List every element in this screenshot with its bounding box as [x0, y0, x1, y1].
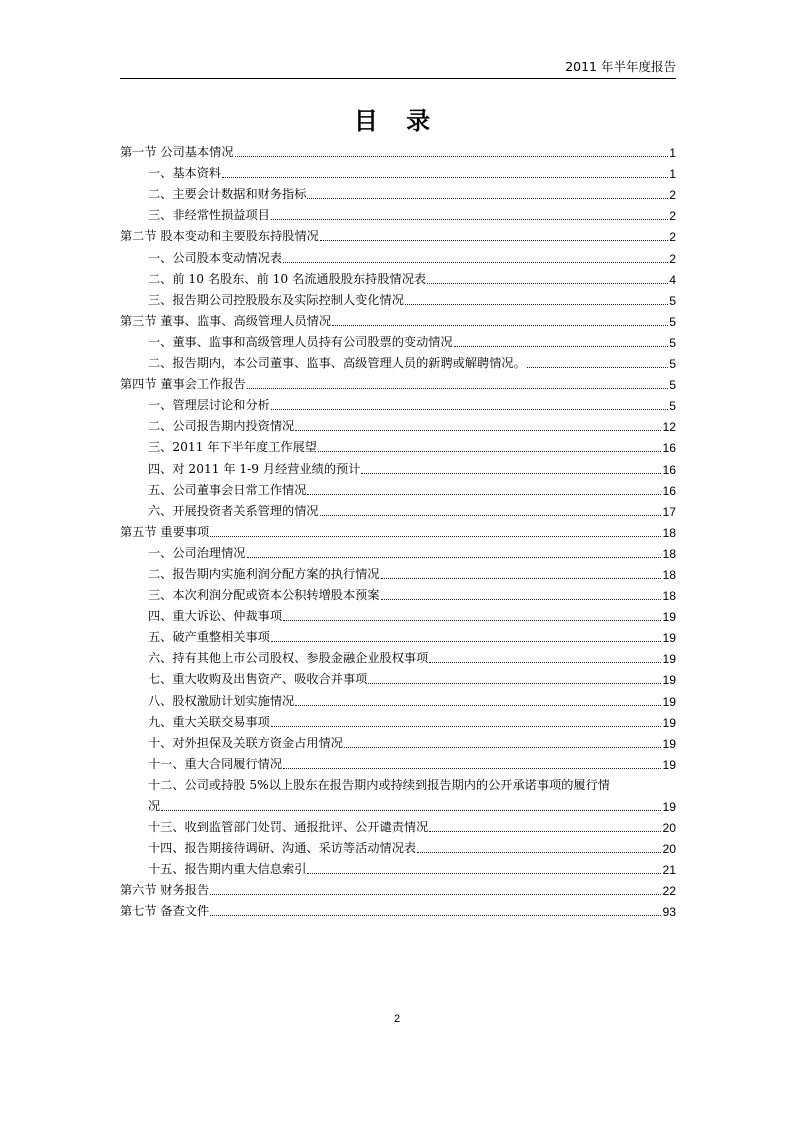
toc-entry[interactable]	[120, 266, 676, 287]
toc-entry[interactable]	[120, 477, 676, 498]
toc-entry[interactable]	[120, 751, 676, 772]
toc-entry-label: 十五、报告期内重大信息索引	[148, 862, 307, 877]
toc-page-number: 18	[662, 589, 676, 604]
toc-entry[interactable]	[120, 540, 676, 561]
toc-page-number: 2	[669, 251, 676, 266]
toc-title: 目 录	[353, 106, 441, 135]
toc-dot-leader	[271, 725, 662, 727]
toc-page-number: 93	[662, 905, 676, 920]
toc-entry-label: 四、对 2011 年 1-9 月经营业绩的预计	[148, 461, 361, 476]
toc-page-number: 5	[669, 399, 676, 414]
toc-entry-label: 二、公司报告期内投资情况	[148, 419, 295, 434]
toc-entry-label: 一、基本资料	[148, 166, 222, 181]
toc-dot-leader	[527, 366, 668, 368]
toc-entry-label: 九、重大关联交易事项	[148, 714, 270, 729]
toc-entry-label: 三、2011 年下半年度工作展望	[148, 440, 317, 455]
toc-dot-leader	[235, 155, 669, 157]
toc-entry-label: 二、报告期内实施利润分配方案的执行情况	[148, 566, 380, 581]
toc-entry[interactable]	[120, 645, 676, 666]
toc-page-number: 16	[662, 441, 676, 456]
toc-dot-leader	[247, 387, 668, 389]
toc-entry-label: 十三、收到监管部门处罚、通报批评、公开谴责情况	[148, 820, 429, 835]
toc-dot-leader	[381, 577, 662, 579]
toc-page-number: 19	[662, 736, 676, 751]
toc-entry[interactable]	[120, 350, 676, 371]
toc-dot-leader	[283, 261, 668, 263]
toc-entry-label: 二、主要会计数据和财务指标	[148, 187, 307, 202]
toc-section-entry[interactable]	[120, 877, 676, 898]
toc-page-number: 20	[662, 842, 676, 857]
toc-dot-leader	[271, 640, 662, 642]
toc-entry-label: 六、开展投资者关系管理的情况	[148, 503, 319, 518]
toc-page-number: 1	[669, 146, 676, 161]
toc-entry-label: 十四、报告期接待调研、沟通、采访等活动情况表	[148, 841, 417, 856]
toc-dot-leader	[161, 809, 661, 811]
toc-entry[interactable]	[120, 329, 676, 350]
toc-entry[interactable]	[120, 772, 676, 793]
toc-page-number: 4	[669, 272, 676, 287]
toc-entry[interactable]	[120, 666, 676, 687]
toc-dot-leader	[247, 556, 662, 558]
toc-entry[interactable]	[120, 455, 676, 476]
toc-entry-label: 第五节 重要事项	[120, 524, 210, 539]
toc-entry-label: 三、非经常性损益项目	[148, 208, 270, 223]
toc-entry-label: 六、持有其他上市公司股权、参股金融企业股权事项	[148, 651, 429, 666]
toc-dot-leader	[427, 282, 668, 284]
toc-section-entry[interactable]	[120, 139, 676, 160]
toc-page-number: 18	[662, 567, 676, 582]
toc-page-number: 5	[669, 314, 676, 329]
toc-entry-label: 第二节 股本变动和主要股东持股情况	[120, 229, 319, 244]
header-text: 2011 年半年度报告	[565, 59, 676, 74]
toc-entry-label: 第七节 备查文件	[120, 904, 210, 919]
toc-dot-leader	[429, 661, 661, 663]
toc-page-number: 12	[662, 420, 676, 435]
toc-entry[interactable]	[120, 181, 676, 202]
toc-page-number: 19	[662, 757, 676, 772]
toc-entry-label: 第三节 董事、监事、高级管理人员情况	[120, 313, 332, 328]
toc-entry[interactable]	[120, 244, 676, 265]
toc-dot-leader	[381, 598, 662, 600]
toc-entry-label: 一、管理层讨论和分析	[148, 398, 270, 413]
toc-entry[interactable]	[120, 498, 676, 519]
toc-page-number: 17	[662, 504, 676, 519]
toc-dot-leader	[295, 429, 661, 431]
toc-page-number: 20	[662, 821, 676, 836]
toc-entry[interactable]	[120, 709, 676, 730]
toc-page-number: 18	[662, 525, 676, 540]
toc-entry[interactable]	[120, 434, 676, 455]
toc-dot-leader	[307, 493, 661, 495]
toc-entry-continuation[interactable]	[120, 793, 676, 814]
toc-dot-leader	[283, 619, 661, 621]
toc-dot-leader	[429, 830, 661, 832]
toc-entry-label: 十一、重大合同履行情况	[148, 756, 283, 771]
page-number: 2	[393, 1013, 401, 1025]
toc-dot-leader	[271, 408, 668, 410]
toc-page-number: 19	[662, 631, 676, 646]
toc-section-entry[interactable]	[120, 223, 676, 244]
toc-entry[interactable]	[120, 856, 676, 877]
toc-dot-leader	[320, 239, 668, 241]
toc-dot-leader	[307, 197, 668, 199]
toc-page-number: 18	[662, 546, 676, 561]
toc-page-number: 22	[662, 884, 676, 899]
toc-page-number: 2	[669, 209, 676, 224]
toc-section-entry[interactable]	[120, 371, 676, 392]
toc-dot-leader	[271, 218, 668, 220]
toc-page-number: 19	[662, 694, 676, 709]
toc-entry-label: 第六节 财务报告	[120, 883, 210, 898]
toc-entry-label: 十、对外担保及关联方资金占用情况	[148, 735, 343, 750]
toc-page-number: 16	[662, 483, 676, 498]
toc-entry[interactable]	[120, 603, 676, 624]
toc-page-number: 19	[662, 610, 676, 625]
toc-entry[interactable]	[120, 687, 676, 708]
toc-entry[interactable]	[120, 392, 676, 413]
toc-entry-label: 第一节 公司基本情况	[120, 145, 234, 160]
toc-page-number: 1	[669, 167, 676, 182]
toc-entry[interactable]	[120, 624, 676, 645]
toc-page-number: 19	[662, 715, 676, 730]
toc-dot-leader	[222, 176, 668, 178]
toc-dot-leader	[454, 345, 669, 347]
toc-entry-label: 五、破产重整相关事项	[148, 630, 270, 645]
toc-entry[interactable]	[120, 814, 676, 835]
toc-entry[interactable]	[120, 582, 676, 603]
toc-entry-label: 五、公司董事会日常工作情况	[148, 482, 307, 497]
toc-page-number: 5	[669, 357, 676, 372]
toc-entry[interactable]	[120, 202, 676, 223]
toc-dot-leader	[332, 324, 668, 326]
page-header	[120, 58, 676, 79]
toc-dot-leader	[210, 914, 661, 916]
toc-dot-leader	[318, 450, 661, 452]
toc-page-number: 5	[669, 335, 676, 350]
toc-dot-leader	[405, 303, 668, 305]
toc-entry-label: 一、公司股本变动情况表	[148, 250, 283, 265]
toc-entry[interactable]	[120, 730, 676, 751]
toc-dot-leader	[417, 851, 661, 853]
toc-entry-label: 八、股权激励计划实施情况	[148, 693, 295, 708]
toc-section-entry[interactable]	[120, 519, 676, 540]
toc-dot-leader	[368, 682, 661, 684]
toc-entry-label: 四、重大诉讼、仲裁事项	[148, 609, 283, 624]
toc-page-number: 2	[669, 188, 676, 203]
toc-entry[interactable]	[120, 413, 676, 434]
toc-page-number: 19	[662, 673, 676, 688]
toc-entry-label-continuation: 况	[148, 799, 161, 813]
toc-dot-leader	[283, 767, 661, 769]
toc-entry-label: 十二、公司或持股 5%以上股东在报告期内或持续到报告期内的公开承诺事项的履行情	[148, 777, 610, 792]
toc-entry-label: 三、报告期公司控股股东及实际控制人变化情况	[148, 292, 404, 307]
toc-entry-label: 二、报告期内，本公司董事、监事、高级管理人员的新聘或解聘情况。	[148, 356, 526, 371]
toc-dot-leader	[210, 893, 661, 895]
toc-entry-label: 二、前 10 名股东、前 10 名流通股股东持股情况表	[148, 271, 427, 286]
toc-entry[interactable]	[120, 160, 676, 181]
toc-dot-leader	[344, 746, 661, 748]
toc-entry[interactable]	[120, 561, 676, 582]
toc-page-number: 5	[669, 378, 676, 393]
toc-section-entry[interactable]	[120, 898, 676, 919]
toc-dot-leader	[320, 514, 662, 516]
toc-dot-leader	[295, 704, 661, 706]
toc-dot-leader	[210, 535, 661, 537]
toc-section-entry[interactable]	[120, 308, 676, 329]
toc-entry[interactable]	[120, 287, 676, 308]
toc-entry-label: 三、本次利润分配或资本公积转增股本预案	[148, 588, 380, 603]
toc-dot-leader	[307, 872, 661, 874]
toc-page-number: 5	[669, 293, 676, 308]
toc-page-number: 19	[662, 800, 676, 814]
toc-page-number: 2	[669, 230, 676, 245]
toc-page-number: 16	[662, 462, 676, 477]
toc-entry[interactable]	[120, 835, 676, 856]
toc-page-number: 19	[662, 652, 676, 667]
toc-entry-label: 一、董事、监事和高级管理人员持有公司股票的变动情况	[148, 334, 453, 349]
toc-entry-label: 七、重大收购及出售资产、吸收合并事项	[148, 672, 368, 687]
toc-entry-label: 一、公司治理情况	[148, 545, 246, 560]
toc-entry-label: 第四节 董事会工作报告	[120, 377, 246, 392]
toc-dot-leader	[361, 472, 661, 474]
toc-page-number: 21	[662, 863, 676, 878]
table-of-contents	[120, 139, 676, 919]
